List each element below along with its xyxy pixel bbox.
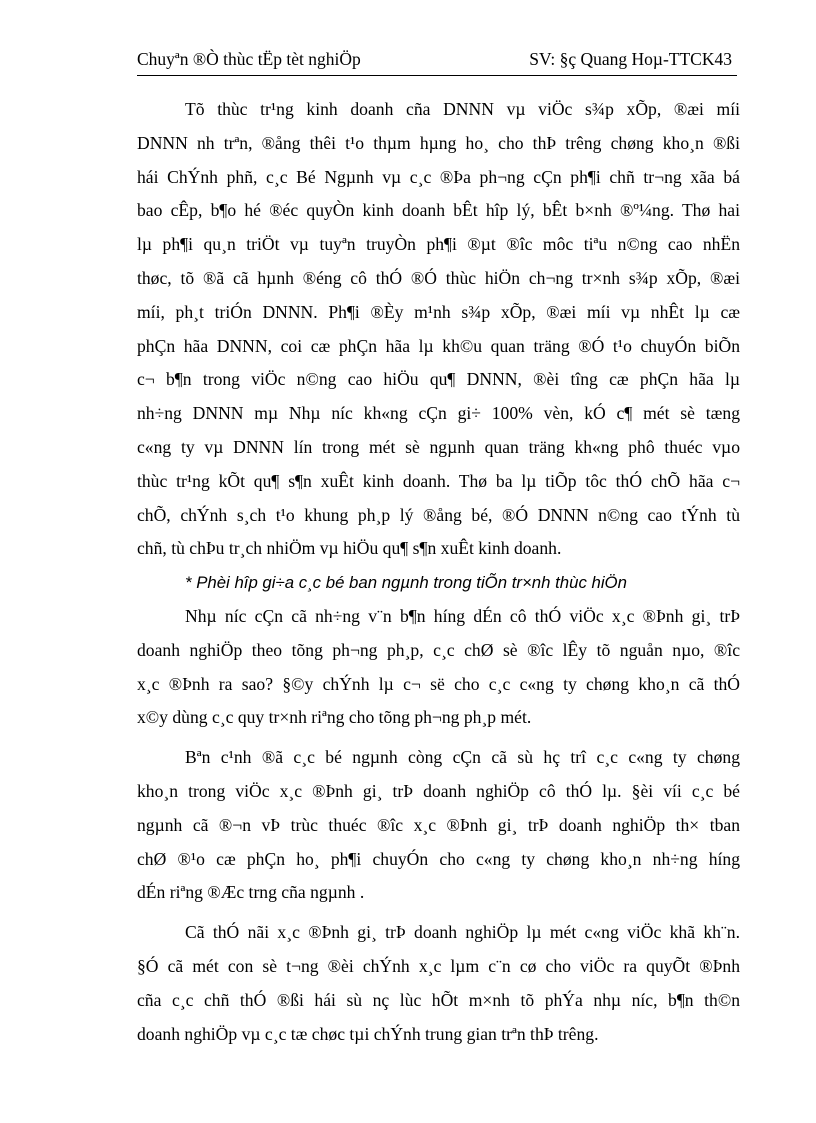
text-line: doanh nghiÖp vµ c¸c tæ chøc tµi chÝnh trung gian trªn thÞ trêng. (137, 1023, 599, 1044)
text-line: DNNN nh trªn, ®ång thêi t¹o thµm hµng ho¸ cho thÞ trêng chøng kho¸n ®ßi (137, 132, 740, 153)
document-title: Chuyªn ®Ò thùc tËp tèt nghiÖp (137, 49, 361, 69)
document-body (137, 93, 740, 1051)
text-line: Nhµ níc cÇn cã nh÷ng v¨n b¶n híng dÉn cô thÓ viÖc x¸c ®Þnh gi¸ trÞ (185, 605, 740, 626)
text-line: Tõ thùc tr¹ng kinh doanh cña DNNN vµ viÖc s¾p xÕp, ®æi míi (185, 99, 740, 119)
page-header (137, 47, 737, 76)
text-line: míi, ph¸t triÓn DNNN. Ph¶i ®Èy m¹nh s¾p xÕp, ®æi míi vµ nhÊt lµ cæ (137, 301, 740, 322)
text-line: c¬ b¶n trong viÖc n©ng cao hiÖu qu¶ DNNN, ®èi tîng cæ phÇn hãa lµ (137, 369, 740, 390)
text-line: thùc tr¹ng kÕt qu¶ s¶n xuÊt kinh doanh. Thø ba lµ tiÕp tôc thÓ chÕ hãa c¬ (137, 470, 740, 491)
section-heading: * Phèi hîp gi÷a c¸c bé ban ngµnh trong tiÕn tr×nh thùc hiÖn (185, 573, 627, 593)
text-line: Cã thÓ nãi x¸c ®Þnh gi¸ trÞ doanh nghiÖp lµ mét c«ng viÖc khã kh¨n. (185, 922, 740, 943)
text-line: §Ó cã mét con sè t¬ng ®èi chÝnh x¸c lµm c¨n cø cho viÖc ra quyÕt ®Þnh (137, 955, 740, 976)
text-line: hái ChÝnh phñ, c¸c Bé Ngµnh vµ c¸c ®Þa ph¬ng cÇn ph¶i chñ tr¬ng xãa bá (137, 166, 740, 187)
text-line: Bªn c¹nh ®ã c¸c bé ngµnh còng cÇn cã sù hç trî c¸c c«ng ty chøng (185, 747, 740, 768)
text-line: cña c¸c chñ thÓ ®ßi hái sù nç lùc hÕt m×nh tõ phÝa nhµ níc, b¶n th©n (137, 989, 740, 1010)
text-line: nh÷ng DNNN mµ Nhµ níc kh«ng cÇn gi÷ 100% vèn, kÓ c¶ mét sè tæng (137, 403, 740, 424)
text-line: chÕ, chÝnh s¸ch t¹o khung ph¸p lý ®ång bé, ®Ó DNNN n©ng cao tÝnh tù (137, 504, 740, 525)
text-line: chñ, tù chÞu tr¸ch nhiÖm vµ hiÖu qu¶ s¶n xuÊt kinh doanh. (137, 538, 562, 559)
text-line: phÇn hãa DNNN, coi cæ phÇn hãa lµ kh©u quan träng ®Ó t¹o chuyÓn biÕn (137, 335, 740, 356)
text-line: kho¸n trong viÖc x¸c ®Þnh gi¸ trÞ doanh nghiÖp cô thÓ lµ. §èi víi c¸c bé (137, 780, 740, 801)
text-line: chØ ®¹o cæ phÇn ho¸ ph¶i chuyÓn cho c«ng ty chøng kho¸n nh÷ng híng (137, 848, 740, 869)
student-info: SV: §ç Quang Hoµ-TTCK43 (529, 49, 732, 69)
text-line: x©y dùng c¸c quy tr×nh riªng cho tõng ph¬ng ph¸p mét. (137, 707, 532, 728)
text-line: doanh nghiÖp theo tõng ph¬ng ph¸p, c¸c chØ sè ®îc lÊy tõ nguån nµo, ®îc (137, 639, 740, 660)
text-line: lµ ph¶i qu¸n triÖt vµ tuyªn truyÒn ph¶i ®µt ®îc môc tiªu n©ng cao nhËn (137, 234, 740, 255)
text-line: c«ng ty vµ DNNN lín trong mét sè ngµnh quan träng kh«ng phô thuéc vµo (137, 436, 740, 457)
text-line: thøc, tõ ®ã cã hµnh ®éng cô thÓ ®Ó thùc hiÖn ch¬ng tr×nh s¾p xÕp, ®æi (137, 267, 740, 288)
text-line: x¸c ®Þnh ra sao? §©y chÝnh lµ c¬ së cho c¸c c«ng ty chøng kho¸n cã thÓ (137, 673, 740, 694)
text-line: ngµnh cã ®¬n vÞ trùc thuéc ®îc x¸c ®Þnh gi¸ trÞ doanh nghiÖp th× tban (137, 814, 740, 835)
text-line: bao cÊp, b¶o hé ®éc quyÒn kinh doanh bÊt hîp lý, bÊt b×nh ®º¼ng. Thø hai (137, 200, 740, 221)
text-line: dÉn riªng ®Æc trng cña ngµnh . (137, 882, 365, 903)
